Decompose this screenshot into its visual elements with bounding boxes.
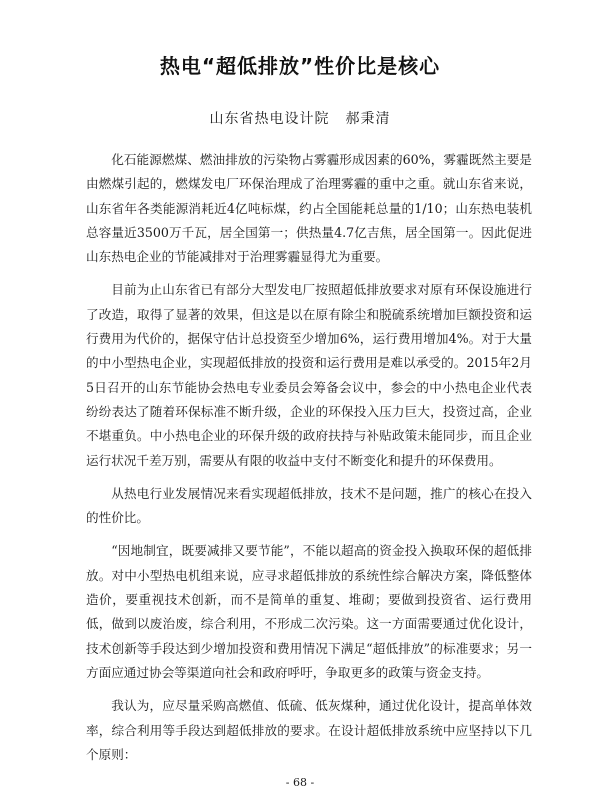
paragraph: 我认为，应尽量采购高燃值、低硫、低灰煤种，通过优化设计，提高单体效率，综合利用等手段达到超低排放的要求。在设计超低排放系统中应坚持以下几个原则： <box>86 698 532 762</box>
article-body <box>86 148 532 776</box>
paragraph: 化石能源燃煤、燃油排放的污染物占雾霾形成因素的60%，雾霾既然主要是由燃煤引起的，燃煤发电厂环保治理成了治理雾霾的重中之重。就山东省来说，山东省年各类能源消耗近4亿吨标煤，约占全国能耗总量的1/10；山东热电装机总容量近3500万千瓦，居全国第一；供热量4.7亿吉焦，居全国第一。因此促进山东热电企业的节能减排对于治理雾霾显得尤为重要。 <box>86 152 532 265</box>
paragraph: 目前为止山东省已有部分大型发电厂按照超低排放要求对原有环保设施进行了改造，取得了显著的效果，但这是以在原有除尘和脱硫系统增加巨额投资和运行费用为代价的，据保守估计总投资至少增加6%，运行费用增加4%。对于大量的中小型热电企业，实现超低排放的投资和运行费用是难以承受的。2015年2月5日召开的山东节能协会热电专业委员会筹备会议中，参会的中小热电企业代表纷纷表达了随着环保标准不断升级，企业的环保投入压力巨大，投资过高，企业不堪重负。中小热电企业的环保升级的政府扶持与补贴政策未能同步，而且企业运行状况千差万别，需要从有限的收益中支付不断变化和提升的环保费用。 <box>86 282 532 468</box>
author-organization: 山东省热电设计院 <box>209 111 330 127</box>
article-title: 热电“超低排放”性价比是核心 <box>159 54 441 78</box>
page-number: - 68 - <box>285 776 315 789</box>
byline <box>0 108 600 128</box>
paragraph: “因地制宜，既要减排又要节能”，不能以超高的资金投入换取环保的超低排放。对中小型热电机组来说，应寻求超低排放的系统性综合解决方案，降低整体造价，要重视技术创新，而不是简单的重复、堆砌；要做到投资省、运行费用低，做到以废治废，综合利用，不形成二次污染。这一方面需要通过优化设计，技术创新等手段达到少增加投资和费用情况下满足“超低排放”的标准要求；另一方面应通过协会等渠道向社会和政府呼吁，争取更多的政策与资金支持。 <box>86 543 532 680</box>
paragraph: 从热电行业发展情况来看实现超低排放，技术不是问题，推广的核心在投入的性价比。 <box>86 485 532 526</box>
author-name: 郝秉清 <box>345 111 391 127</box>
